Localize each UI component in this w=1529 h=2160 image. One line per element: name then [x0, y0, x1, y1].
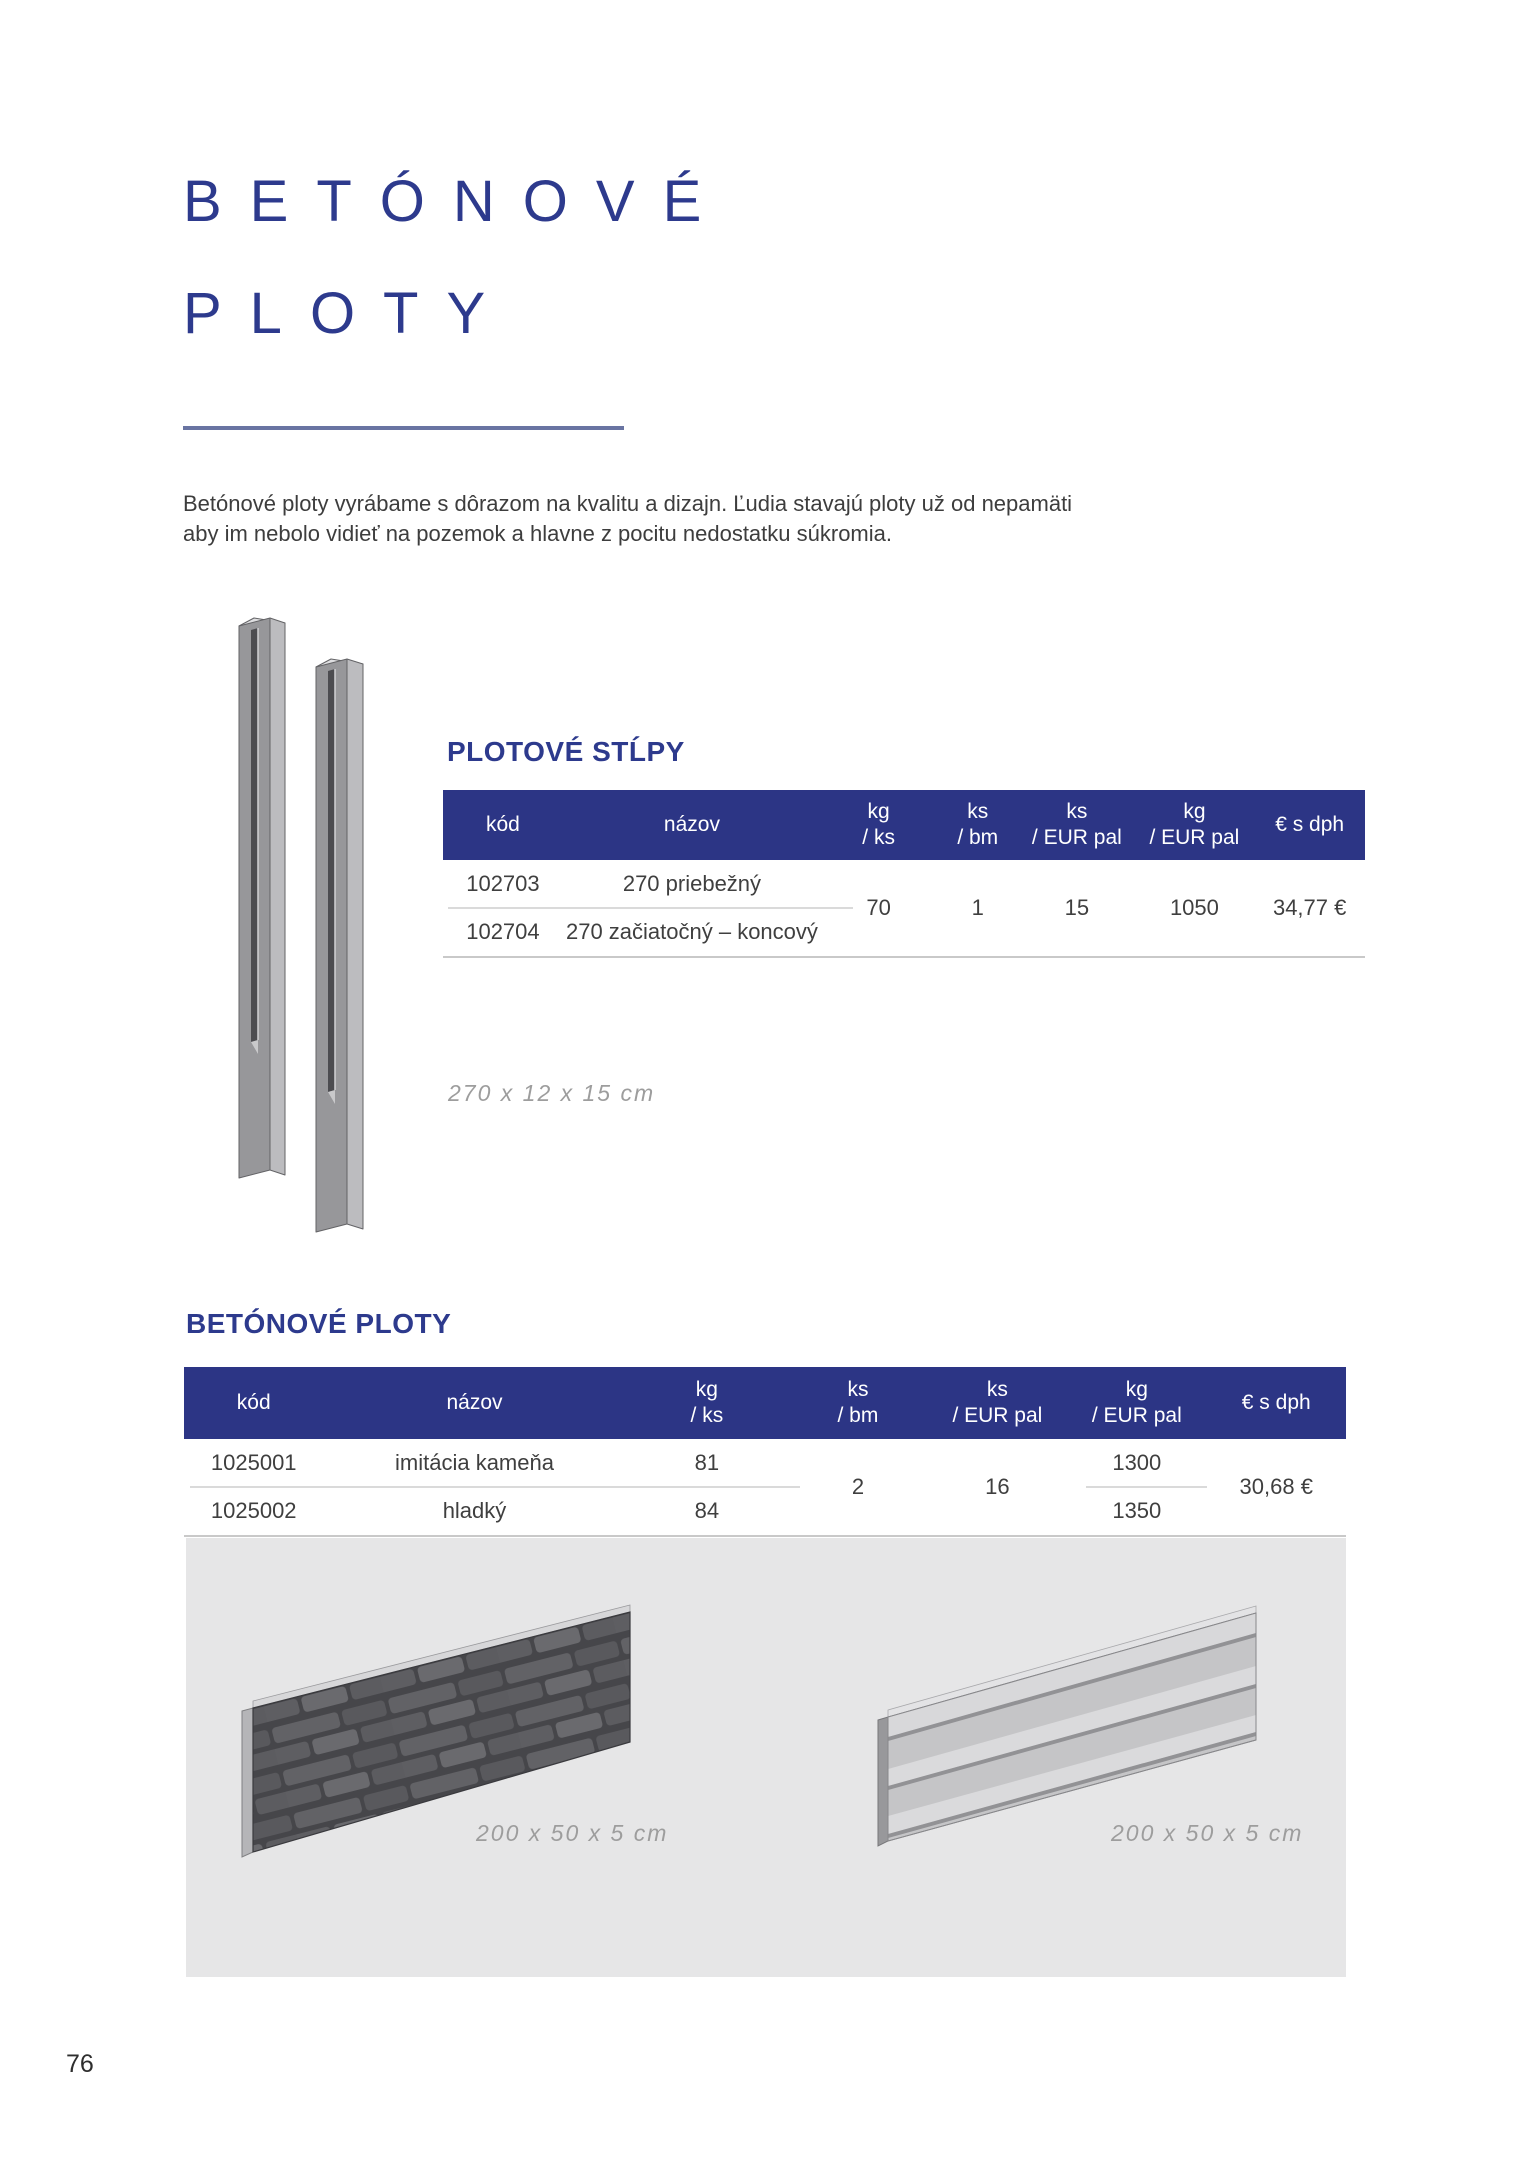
table-cell: 102704 — [466, 919, 540, 944]
col-price: € s dph — [1275, 812, 1345, 836]
table-cell-merged: 16 — [985, 1474, 1010, 1499]
col-kg-eur-pal: kg / EUR pal — [1091, 1377, 1182, 1427]
col-price: € s dph — [1241, 1390, 1311, 1414]
table-cell: 84 — [694, 1498, 720, 1523]
table-cell: 1300 — [1112, 1450, 1162, 1475]
page-title-line2: PLOTY — [183, 281, 514, 346]
table-cell: 81 — [694, 1450, 720, 1475]
product-gallery — [186, 1538, 1346, 1977]
col-nazov: názov — [663, 812, 720, 836]
page-title-line1: BETÓNOVÉ — [183, 169, 730, 234]
table-cell: 1025002 — [210, 1498, 297, 1523]
table-cell-merged: 34,77 € — [1272, 895, 1347, 920]
table-cell: imitácia kameňa — [395, 1450, 554, 1475]
fences-table — [184, 1367, 1346, 1537]
intro-line1: Betónové ploty vyrábame s dôrazom na kvalitu a dizajn. Ľudia stavajú ploty už od nepamäti — [183, 491, 1073, 516]
intro-paragraph — [183, 489, 1072, 549]
fence-posts-illustration — [220, 600, 390, 1250]
table-cell: hladký — [442, 1498, 507, 1523]
posts-table — [443, 790, 1365, 958]
row-separator — [190, 1486, 800, 1488]
posts-table-body — [443, 860, 1365, 958]
table-cell: 1025001 — [210, 1450, 297, 1475]
col-ks-eur-pal: ks / EUR pal — [952, 1377, 1043, 1427]
page-title — [183, 146, 729, 370]
table-cell-merged: 70 — [866, 895, 891, 920]
fence-dimensions-caption-right: 200 x 50 x 5 cm — [1111, 1820, 1304, 1846]
table-cell-merged: 30,68 € — [1239, 1474, 1313, 1499]
posts-section-heading: PLOTOVÉ STĹPY — [447, 736, 685, 767]
table-cell: 270 priebežný — [622, 871, 762, 896]
table-cell-merged: 15 — [1064, 895, 1090, 920]
table-cell-merged: 2 — [851, 1474, 865, 1499]
col-kod: kód — [236, 1390, 271, 1414]
posts-dimensions-caption: 270 x 12 x 15 cm — [448, 1080, 656, 1106]
row-separator-short — [1086, 1486, 1207, 1488]
fences-table-body — [184, 1439, 1346, 1537]
table-cell: 1350 — [1112, 1498, 1162, 1523]
col-kg-eur-pal: kg / EUR pal — [1149, 799, 1240, 849]
col-kg-ks: kg / ks — [862, 799, 895, 849]
col-nazov: názov — [446, 1390, 503, 1414]
table-cell: 102703 — [466, 871, 540, 896]
posts-table-header — [443, 790, 1365, 860]
fences-section-heading: BETÓNOVÉ PLOTY — [186, 1308, 452, 1339]
fences-table-header — [184, 1367, 1346, 1439]
intro-line2: aby im nebolo vidieť na pozemok a hlavne z pocitu nedostatku súkromia. — [183, 521, 892, 546]
table-cell-merged: 1 — [971, 895, 984, 920]
col-kod: kód — [486, 812, 520, 836]
col-ks-bm: ks / bm — [837, 1377, 879, 1427]
row-separator — [448, 907, 854, 909]
table-cell-merged: 1050 — [1169, 895, 1219, 920]
table-cell: 270 začiatočný – koncový — [565, 919, 818, 944]
col-ks-eur-pal: ks / EUR pal — [1031, 799, 1122, 849]
col-kg-ks: kg / ks — [690, 1377, 724, 1427]
col-ks-bm: ks / bm — [957, 799, 999, 849]
page-number: 76 — [66, 2050, 94, 2078]
title-divider — [183, 426, 624, 430]
fence-dimensions-caption-left: 200 x 50 x 5 cm — [476, 1820, 669, 1846]
